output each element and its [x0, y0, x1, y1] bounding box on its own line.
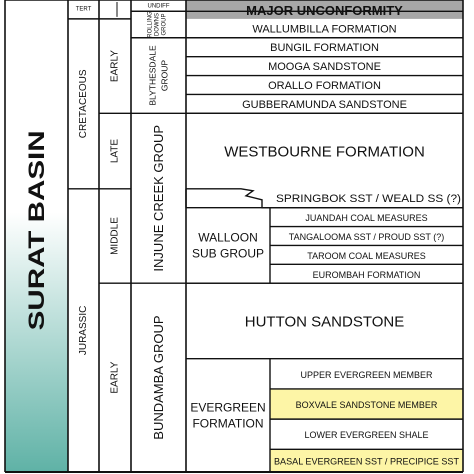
- unit-label: WALLUMBILLA FORMATION: [252, 23, 397, 36]
- group-label: GROUP: [159, 59, 170, 92]
- walloon-label-2: SUB GROUP: [191, 246, 265, 261]
- unit-label: BOXVALE SANDSTONE MEMBER: [295, 400, 438, 411]
- group-label: UNDIFF: [147, 3, 170, 10]
- unit-label: EUROMBAH FORMATION: [312, 269, 421, 280]
- evergreen-label: EVERGREEN: [190, 400, 266, 415]
- unit-label: ORALLO FORMATION: [268, 79, 381, 92]
- epoch-label: EARLY: [109, 50, 121, 83]
- group-label: INJUNE CREEK GROUP: [151, 124, 166, 272]
- group-label: BLYTHESDALE: [147, 45, 158, 106]
- unconformity-label: MAJOR UNCONFORMITY: [246, 2, 403, 18]
- unit-label: HUTTON SANDSTONE: [244, 313, 405, 331]
- unit-label: LOWER EVERGREEN SHALE: [304, 430, 429, 441]
- unit-label: MOOGA SANDSTONE: [268, 61, 381, 74]
- unit-label: TAROOM COAL MEASURES: [307, 250, 426, 261]
- epoch-label: LATE: [109, 138, 121, 164]
- unit-label: BASAL EVERGREEN SST / PRECIPICE SST: [274, 456, 460, 467]
- period-label: CRETACEOUS: [78, 69, 89, 139]
- group-label: ROLLING: [147, 11, 154, 38]
- epoch-label: MIDDLE: [109, 217, 121, 255]
- epoch-label: EARLY: [109, 361, 121, 394]
- walloon-label: WALLOON: [198, 230, 258, 245]
- group-label: BUNDAMBA GROUP: [151, 315, 166, 440]
- period-label: JURASSIC: [78, 305, 89, 356]
- evergreen-label-2: FORMATION: [192, 416, 264, 431]
- unit-label: JUANDAH COAL MEASURES: [305, 213, 428, 224]
- basin-label: SURAT BASIN: [24, 181, 49, 331]
- period-label: TERT: [75, 6, 92, 13]
- unit-label: TANGALOOMA SST / PROUD SST (?): [288, 232, 445, 242]
- unit-label: SPRINGBOK SST / WEALD SS (?): [276, 193, 461, 206]
- unit-label: UPPER EVERGREEN MEMBER: [300, 369, 433, 380]
- unit-label: WESTBOURNE FORMATION: [224, 143, 425, 161]
- unit-label: GUBBERAMUNDA SANDSTONE: [242, 98, 407, 111]
- unit-label: BUNGIL FORMATION: [270, 42, 379, 55]
- group-label: DOWNS: [154, 13, 161, 37]
- group-label: GROUP: [161, 13, 168, 36]
